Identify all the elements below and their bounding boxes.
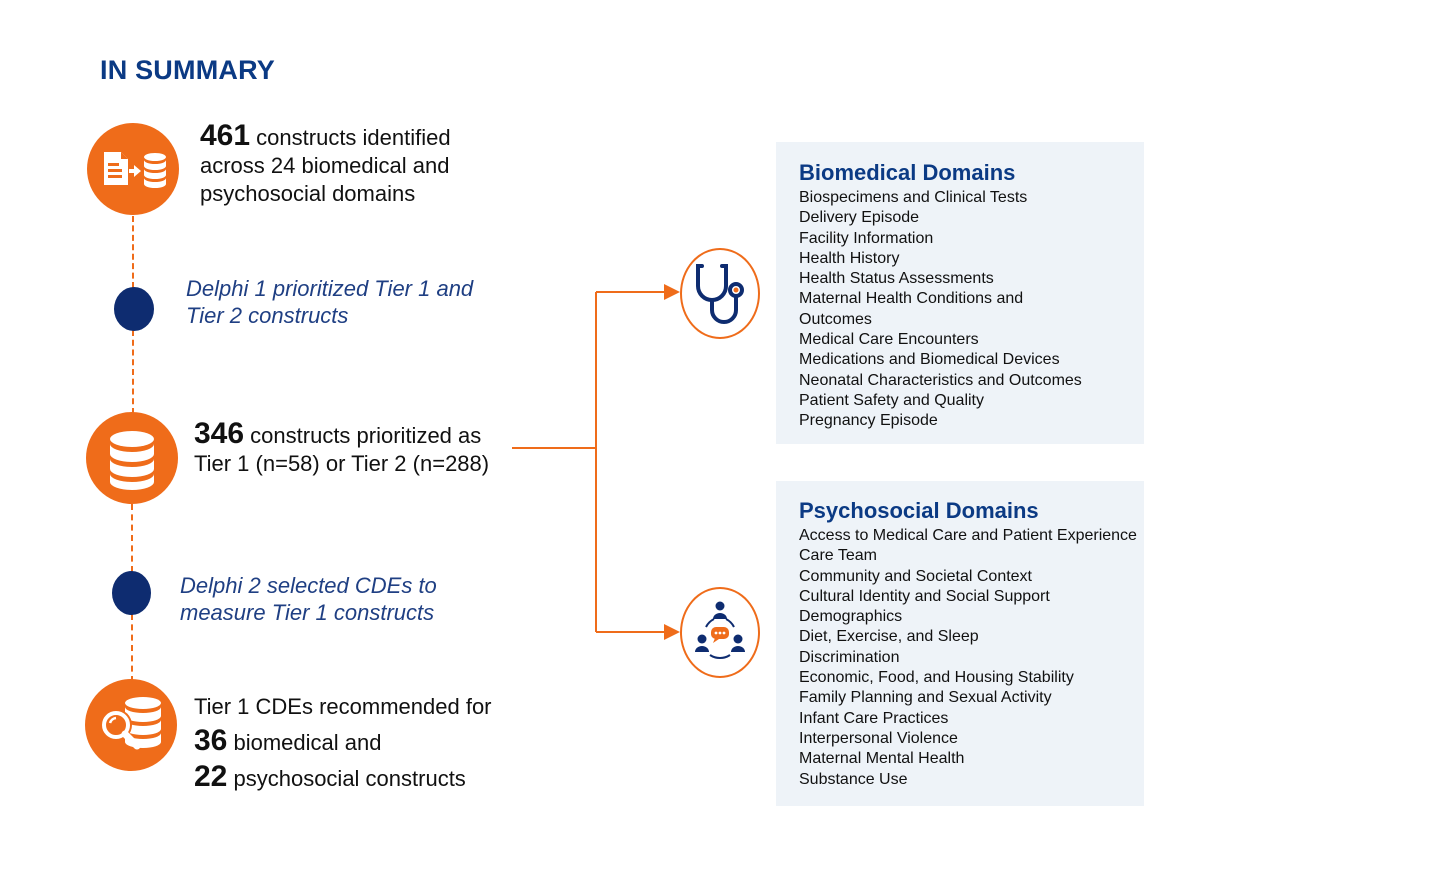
domain-item: Delivery Episode	[799, 209, 920, 227]
biomedical-domains-list	[799, 188, 1144, 432]
delphi1-text: Delphi 1 prioritized Tier 1 and Tier 2 constructs	[186, 276, 474, 328]
biomedical-domains-title: Biomedical Domains	[799, 160, 1016, 185]
step3-number-biomedical: 36	[194, 724, 228, 757]
domain-item: Substance Use	[799, 770, 908, 788]
domain-item: Cultural Identity and Social Support	[799, 587, 1050, 605]
domain-item: Neonatal Characteristics and Outcomes	[799, 371, 1082, 389]
domain-item: Biospecimens and Clinical Tests	[799, 189, 1028, 206]
psychosocial-icon-ring	[680, 587, 760, 678]
step3-number-psychosocial: 22	[194, 760, 228, 793]
domain-item: Family Planning and Sexual Activity	[799, 689, 1052, 707]
biomedical-icon-ring	[680, 248, 760, 339]
domain-item: Infant Care Practices	[799, 709, 949, 727]
domain-item: Economic, Food, and Housing Stability	[799, 669, 1074, 687]
domain-item: Care Team	[799, 547, 877, 565]
domain-item: Outcomes	[799, 310, 872, 328]
step1-number: 461	[200, 119, 251, 152]
domain-item: Facility Information	[799, 229, 934, 247]
domain-item: Maternal Health Conditions and	[799, 290, 1024, 308]
people-chat-icon	[682, 589, 758, 676]
domain-item: Pregnancy Episode	[799, 412, 938, 430]
domain-item: Discrimination	[799, 648, 900, 666]
page-title: IN SUMMARY	[100, 55, 275, 85]
domain-item: Community and Societal Context	[799, 567, 1032, 585]
psychosocial-domains-list	[799, 526, 1144, 790]
domain-item: Diet, Exercise, and Sleep	[799, 628, 979, 646]
psychosocial-domains-title: Psychosocial Domains	[799, 498, 1039, 523]
domain-item: Interpersonal Violence	[799, 729, 958, 747]
step2-text: 346 constructs prioritized as Tier 1 (n=58) or Tier 2 (n=288)	[194, 417, 490, 476]
domain-item: Maternal Mental Health	[799, 750, 965, 768]
delphi2-text: Delphi 2 selected CDEs to measure Tier 1 constructs	[180, 573, 437, 625]
stethoscope-icon	[682, 250, 758, 337]
domain-item: Demographics	[799, 608, 903, 626]
domain-item: Medications and Biomedical Devices	[799, 351, 1060, 369]
biomedical-domains-panel	[776, 142, 1144, 444]
domain-item: Health History	[799, 249, 900, 267]
step3-text: Tier 1 CDEs recommended for 36 biomedical and 22 psychosocial constructs	[194, 694, 492, 793]
psychosocial-domains-panel	[776, 481, 1144, 806]
domain-item: Patient Safety and Quality	[799, 391, 984, 409]
step1-text: 461 constructs identified across 24 biomedical and psychosocial domains	[200, 119, 451, 206]
domain-item: Medical Care Encounters	[799, 331, 979, 349]
domain-item: Access to Medical Care and Patient Experience	[799, 527, 1137, 544]
domain-item: Health Status Assessments	[799, 270, 994, 288]
step2-number: 346	[194, 417, 245, 450]
